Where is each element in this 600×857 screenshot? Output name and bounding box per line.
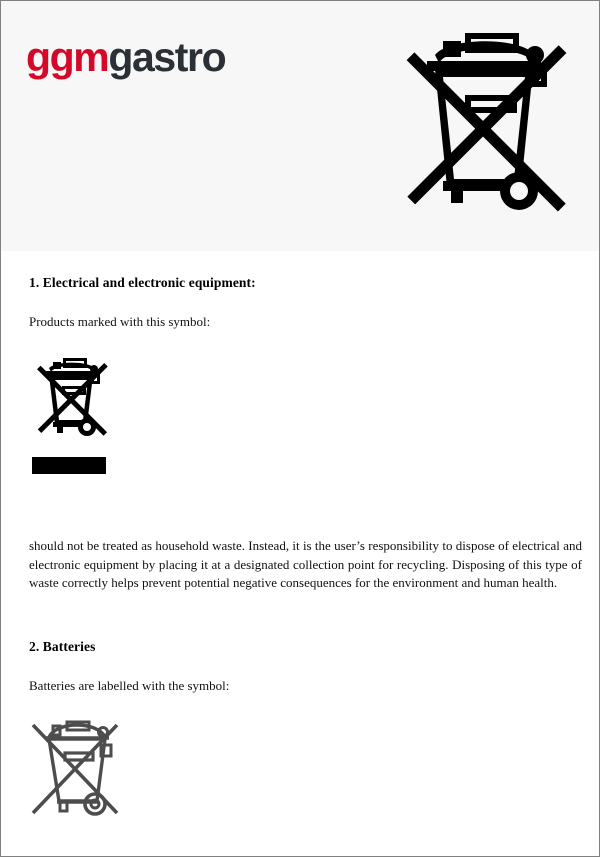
paragraph-disposal-instructions: should not be treated as household waste. Instead, it is the user’s responsibility to dispose of electrical and electronic equipment by placing it at a designated collection point for recycling. Disposing of this type of waste correctly helps prevent potential negative consequences for the environment and human health. — [29, 538, 582, 590]
heading-batteries: 2. Batteries — [29, 639, 96, 654]
heading-electrical-electronic-equipment: 1. Electrical and electronic equipment: — [29, 275, 256, 290]
weee-symbol-with-bar — [29, 355, 113, 447]
page-header — [1, 1, 599, 251]
battery-weee-symbol — [27, 709, 123, 821]
weee-symbol-large — [387, 23, 579, 245]
lead-products-marked: Products marked with this symbol: — [29, 314, 211, 329]
brand-logo[interactable] — [26, 34, 226, 80]
logo-text-ggm: ggm — [26, 34, 109, 80]
lead-batteries-labelled: Batteries are labelled with the symbol: — [29, 678, 230, 693]
logo-text-gastro: gastro — [108, 34, 226, 80]
weee-black-bar — [32, 457, 106, 474]
